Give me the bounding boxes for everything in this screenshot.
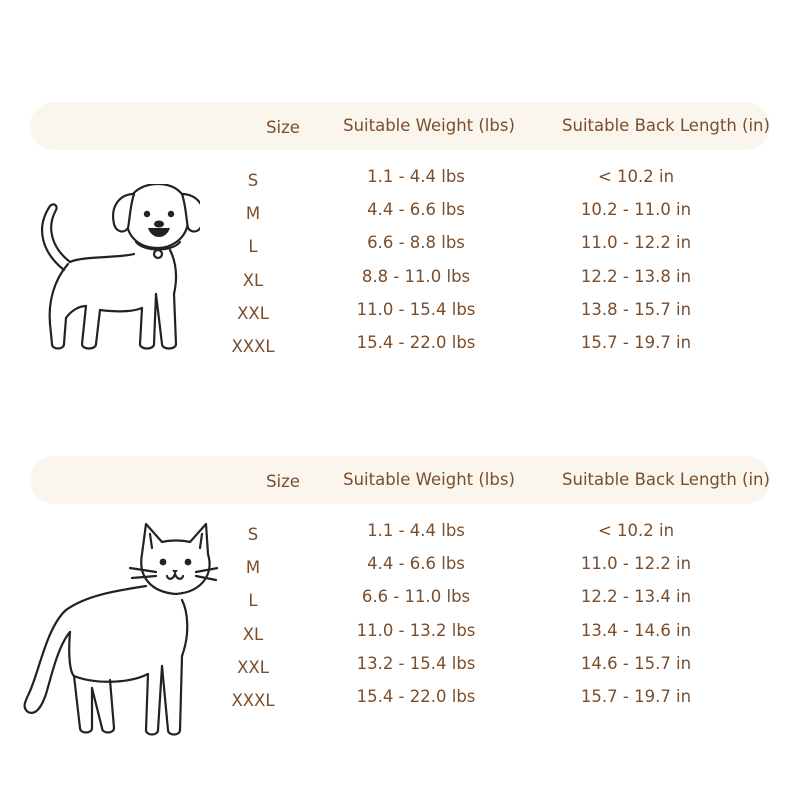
table-row (0, 260, 800, 293)
size-column-header: Size (266, 118, 300, 137)
table-row (0, 326, 800, 359)
back-length-cell: 12.2 - 13.8 in (580, 266, 692, 286)
size-cell: XXL (237, 657, 269, 677)
weight-cell: 15.4 - 22.0 lbs (356, 332, 476, 352)
cat-size-section (0, 456, 800, 756)
back-length-cell: 14.6 - 15.7 in (580, 653, 692, 673)
table-row (0, 514, 800, 547)
back-length-cell: < 10.2 in (597, 167, 675, 186)
table-row (0, 580, 800, 613)
weight-cell: 11.0 - 15.4 lbs (356, 299, 476, 319)
weight-cell: 8.8 - 11.0 lbs (361, 266, 471, 286)
back-length-cell: 13.8 - 15.7 in (580, 299, 692, 319)
table-row (0, 160, 800, 193)
table-row (0, 647, 800, 680)
dog-table-header (30, 102, 770, 150)
back-length-column-header: Suitable Back Length (in) (562, 470, 770, 489)
back-length-cell: < 10.2 in (597, 521, 675, 540)
back-length-cell: 15.7 - 19.7 in (580, 686, 692, 706)
weight-cell: 1.1 - 4.4 lbs (367, 521, 465, 540)
weight-cell: 1.1 - 4.4 lbs (367, 167, 465, 186)
back-length-cell: 10.2 - 11.0 in (580, 200, 692, 220)
weight-cell: 4.4 - 6.6 lbs (367, 554, 465, 574)
back-length-cell: 11.0 - 12.2 in (580, 554, 692, 574)
table-row (0, 193, 800, 226)
back-length-cell: 15.7 - 19.7 in (580, 332, 692, 352)
weight-cell: 6.6 - 11.0 lbs (361, 587, 471, 607)
table-row (0, 680, 800, 713)
size-cell: XXXL (231, 690, 275, 710)
weight-cell: 4.4 - 6.6 lbs (367, 200, 465, 220)
size-cell: XL (242, 270, 264, 290)
dog-size-section (0, 102, 800, 402)
size-cell: XXXL (231, 336, 275, 356)
weight-cell: 11.0 - 13.2 lbs (356, 620, 476, 640)
weight-cell: 6.6 - 8.8 lbs (367, 233, 465, 253)
size-cell: M (245, 204, 261, 224)
dog-size-rows (0, 160, 800, 359)
back-length-cell: 11.0 - 12.2 in (580, 233, 692, 253)
back-length-cell: 12.2 - 13.4 in (580, 587, 692, 607)
size-cell: L (248, 237, 258, 257)
table-row (0, 226, 800, 259)
table-row (0, 614, 800, 647)
back-length-column-header: Suitable Back Length (in) (562, 116, 770, 135)
size-cell: M (245, 558, 261, 578)
weight-cell: 13.2 - 15.4 lbs (356, 653, 476, 673)
size-cell: XXL (237, 303, 269, 323)
cat-size-rows (0, 514, 800, 713)
size-cell: XL (242, 624, 264, 644)
size-cell: L (248, 591, 258, 611)
cat-table-header (30, 456, 770, 504)
table-row (0, 547, 800, 580)
weight-column-header: Suitable Weight (lbs) (343, 116, 515, 135)
size-cell: S (247, 171, 259, 190)
weight-cell: 15.4 - 22.0 lbs (356, 686, 476, 706)
size-column-header: Size (266, 472, 300, 491)
back-length-cell: 13.4 - 14.6 in (580, 620, 692, 640)
size-cell: S (247, 525, 259, 544)
table-row (0, 293, 800, 326)
weight-column-header: Suitable Weight (lbs) (343, 470, 515, 489)
